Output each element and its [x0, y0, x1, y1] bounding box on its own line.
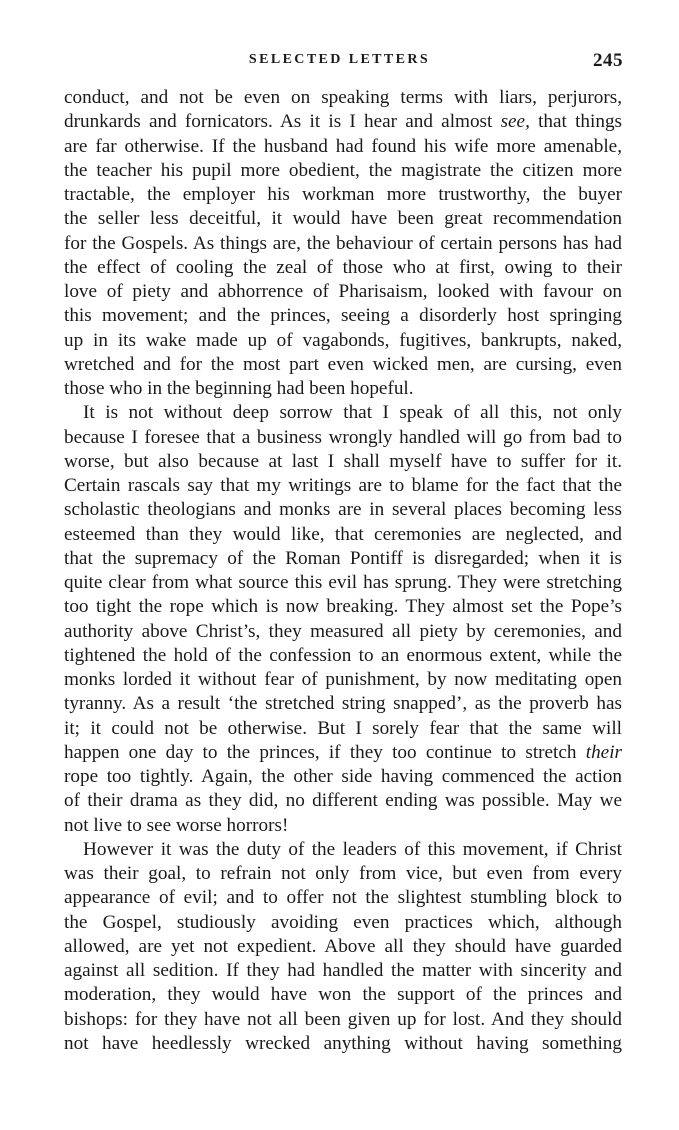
text-segment: this movement; and the princes, seeing a disorderly host springing	[64, 305, 622, 327]
text-line	[64, 862, 622, 886]
text-segment: monks lorded it without fear of punishment, by now meditating open	[64, 669, 622, 690]
text-segment: too tight the rope which is now breaking. They almost set the Pope’s	[64, 596, 622, 618]
text-line	[64, 304, 622, 328]
text-line	[64, 789, 622, 813]
text-segment: the seller less deceitful, it would have been great recommendation	[64, 208, 622, 230]
text-line	[64, 717, 622, 741]
text-line	[64, 741, 622, 765]
text-line	[64, 838, 622, 862]
text-segment: bishops: for they have not all been given up for lost. And they should	[64, 1008, 622, 1030]
text-segment: those who in the beginning had been hopeful.	[64, 378, 414, 399]
text-segment: allowed, are yet not expedient. Above all they should have guarded	[64, 935, 622, 957]
text-line	[64, 426, 622, 450]
text-segment: However it was the duty of the leaders of this movement, if Christ	[83, 838, 622, 860]
text-line	[64, 159, 622, 183]
page-number: 245	[593, 50, 623, 71]
text-segment: tyranny. As a result ‘the stretched string snapped’, as the proverb has	[64, 693, 622, 715]
text-line	[64, 983, 622, 1007]
text-line	[64, 183, 622, 207]
text-segment: conduct, and not be even on speaking terms with liars, perjurors,	[64, 87, 622, 108]
text-line	[64, 571, 622, 595]
text-line	[64, 692, 622, 716]
text-segment: up in its wake made up of vagabonds, fugitives, bankrupts, naked,	[64, 329, 622, 351]
text-line	[64, 207, 622, 231]
text-line	[64, 474, 622, 498]
text-line	[64, 620, 622, 644]
text-segment: because I foresee that a business wrongly handled will go from bad to	[64, 426, 622, 448]
text-line	[64, 256, 622, 280]
text-segment: the Gospel, studiously avoiding even practices which, although	[64, 911, 622, 933]
text-line	[64, 401, 622, 425]
text-segment: love of piety and abhorrence of Pharisaism, looked with favour on	[64, 281, 622, 302]
text-line	[64, 450, 622, 474]
text-segment: worse, but also because at last I shall myself have to suffer for it.	[64, 450, 622, 472]
text-line	[64, 935, 622, 959]
text-segment: happen one day to the princes, if they too continue to stretch	[64, 741, 586, 763]
text-line	[64, 1032, 622, 1056]
text-line	[64, 110, 622, 134]
text-line	[64, 886, 622, 910]
text-line	[64, 523, 622, 547]
text-segment: the effect of cooling the zeal of those who at first, owing to their	[64, 256, 622, 278]
text-segment: quite clear from what source this evil has sprung. They were stretching	[64, 572, 622, 593]
text-segment: It is not without deep sorrow that I speak of all this, not only	[83, 402, 622, 424]
text-segment: scholastic theologians and monks are in several places becoming less	[64, 499, 622, 521]
text-line	[64, 765, 622, 789]
running-title: SELECTED LETTERS	[248, 52, 431, 67]
text-segment: it; it could not be otherwise. But I sorely fear that the same will	[64, 717, 622, 739]
text-line	[64, 1008, 622, 1032]
text-line	[64, 644, 622, 668]
italic-text: their	[585, 741, 622, 763]
text-line	[64, 135, 622, 159]
text-segment: against all sedition. If they had handled the matter with sincerity and	[64, 960, 622, 981]
text-segment: Certain rascals say that my writings are to blame for the fact that the	[64, 475, 622, 496]
text-line	[64, 668, 622, 692]
text-line	[64, 329, 622, 353]
text-segment: authority above Christ’s, they measured all piety by ceremonies, and	[64, 620, 622, 642]
text-line	[64, 595, 622, 619]
body-text	[64, 86, 622, 1056]
text-segment: rope too tightly. Again, the other side having commenced the action	[64, 766, 622, 787]
text-segment: not have heedlessly wrecked anything without having something	[64, 1032, 622, 1054]
text-segment: tractable, the employer his workman more trustworthy, the buyer	[64, 184, 622, 205]
text-segment: are far otherwise. If the husband had found his wife more amenable,	[64, 135, 622, 157]
text-line	[64, 232, 622, 256]
text-segment: tightened the hold of the confession to an enormous extent, while the	[64, 644, 622, 666]
text-segment: for the Gospels. As things are, the behaviour of certain persons has had	[64, 232, 622, 254]
text-segment: that things	[529, 111, 623, 133]
text-segment: appearance of evil; and to offer not the slightest stumbling block to	[64, 887, 622, 909]
text-segment: not live to see worse horrors!	[64, 814, 289, 836]
text-line	[64, 814, 622, 838]
text-segment: was their goal, to refrain not only from vice, but even from every	[64, 863, 622, 884]
italic-text: see,	[500, 111, 530, 133]
text-line	[64, 911, 622, 935]
text-segment: wretched and for the most part even wicked men, are cursing, even	[64, 353, 622, 375]
text-line	[64, 377, 622, 401]
text-segment: moderation, they would have won the support of the princes and	[64, 984, 622, 1006]
text-segment: drunkards and fornicators. As it is I hear and almost	[64, 111, 501, 133]
text-segment: esteemed than they would like, that ceremonies are neglected, and	[64, 523, 622, 545]
running-head	[0, 50, 679, 72]
text-line	[64, 280, 622, 304]
text-line	[64, 547, 622, 571]
text-line	[64, 353, 622, 377]
text-line	[64, 959, 622, 983]
text-line	[64, 86, 622, 110]
text-segment: the teacher his pupil more obedient, the magistrate the citizen more	[64, 159, 622, 181]
text-segment: that the supremacy of the Roman Pontiff is disregarded; when it is	[64, 547, 622, 569]
text-line	[64, 498, 622, 522]
text-segment: of their drama as they did, no different ending was possible. May we	[64, 790, 622, 812]
